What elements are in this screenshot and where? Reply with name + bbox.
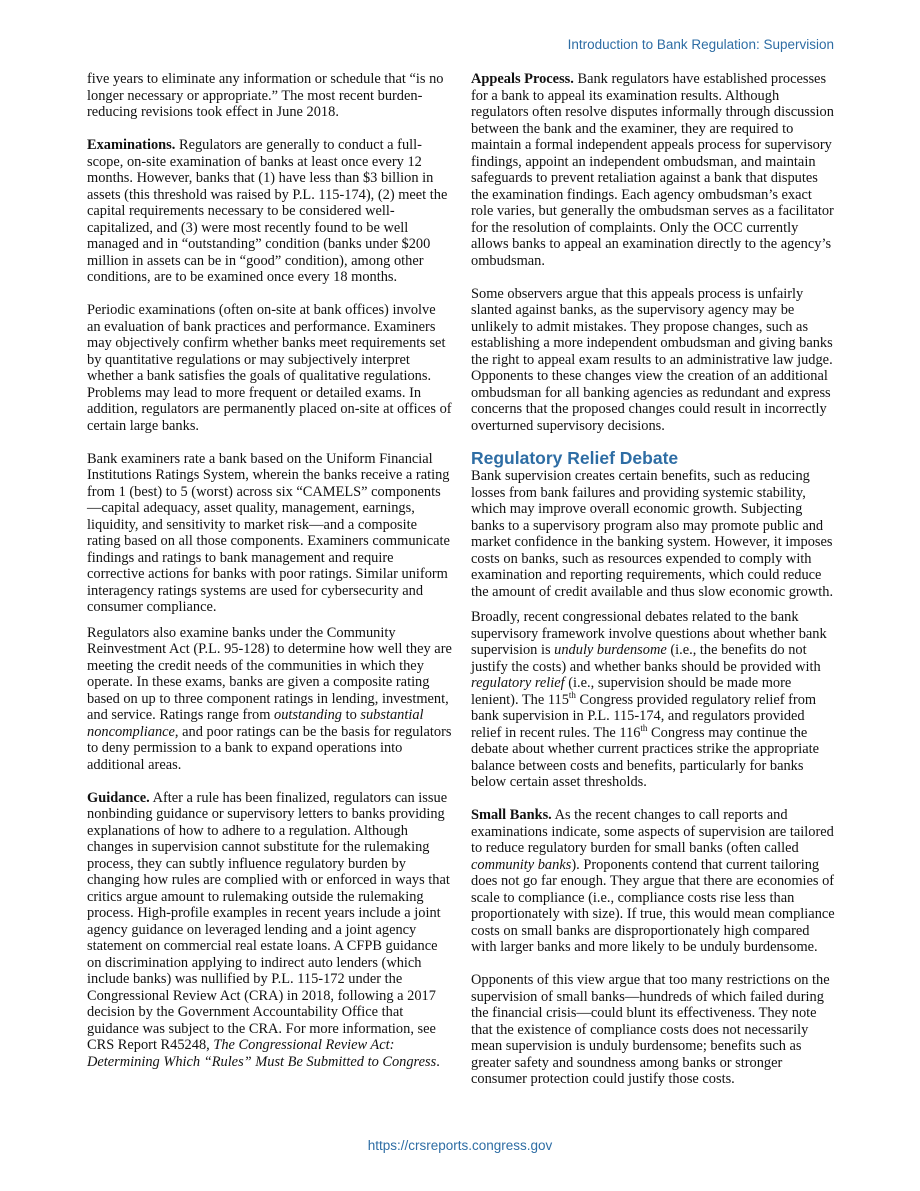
guidance-run-in-heading: Guidance. [87, 789, 150, 806]
running-header: Introduction to Bank Regulation: Supervision [567, 37, 834, 52]
paragraph-opponents: Opponents of this view argue that too many restrictions on the supervision of small banks—hundreds of which failed during the financial crisis—could blunt its effectiveness. They note that the existence of compliance costs does not necessarily mean supervision is unduly burdensome; benefits such as greater safety and soundness among banks or stronger consumer protection could justify those costs. [471, 972, 830, 1087]
broad-text-1: Broadly, recent congressional debates related to the bank supervisory framework involve questions about whether bank supervision is [471, 609, 827, 658]
paragraph-periodic-examinations: Periodic examinations (often on-site at bank offices) involve an evaluation of bank practices and performance. Examiners may objectively confirm whether banks meet requirements set by quantitative regulations or may subjectively interpret whether a bank satisfies the goals of qualitative regulations. Problems may lead to more frequent or detailed exams. In addition, regulators are permanently placed on-site at offices of certain large banks. [87, 302, 452, 434]
broad-text-5: Congress may continue the debate about whether current practices strike the appropriate balance between costs and benefits, particularly for banks below certain asset thresholds. [471, 724, 820, 790]
paragraph-small-banks [471, 807, 836, 956]
paragraph-congressional-debates [471, 609, 836, 791]
guidance-report-title: The Congressional Review Act: Determining Which “Rules” Must Be Submitted to Congress [87, 1037, 437, 1070]
paragraph-observers: Some observers argue that this appeals process is unfairly slanted against banks, as the supervisory agency may be unlikely to admit mistakes. They propose changes, such as establishing a more independent ombudsman and giving banks the right to appeal exam results to an administrative law judge. Opponents to these changes view the creation of an additional ombudsman for all banking agencies as redundant and express concerns that the proposed changes could result in incorrectly overturned supervisory decisions. [471, 285, 833, 434]
cra-italic-outstanding: outstanding [274, 707, 342, 723]
paragraph-appeals-process [471, 71, 836, 269]
paragraph-supervision-benefits: Bank supervision creates certain benefits, such as reducing losses from bank failures and providing systemic stability, which may improve overall economic growth. Subjecting banks to a supervisory program also may promote public and market confidence in the banking system. However, it imposes costs on banks, such as resources expended to comply with examination and reporting requirements, which could reduce the amount of credit available and thus slow economic growth. [471, 468, 834, 600]
small-banks-run-in-heading: Small Banks. [471, 807, 552, 823]
ordinal-superscript: th [568, 689, 576, 700]
guidance-text: After a rule has been finalized, regulators can issue nonbinding guidance or supervisory letters to banks providing explanations of how to adhere to a regulation. Although changes in supervision cannot substitute for the rulemaking process, they can subtly influence regulatory burden by changing how rules are complied with or enforced in ways that critics argue amount to rulemaking outside the rulemaking process. High-profile examples in recent years include a joint agency guidance on leveraged lending and a joint agency statement on commercial real estate loans. A CFPB guidance on discrimination applying to indirect auto lenders (which include banks) was nullified by P.L. 115-172 under the Congressional Review Act (CRA) in 2018, following a 2017 decision by the Government Accountability Office that guidance was subject to the CRA. For more information, see CRS Report R45248, [87, 789, 450, 1053]
broad-italic-unduly: unduly burdensome [554, 642, 667, 658]
left-column [87, 71, 452, 1070]
paragraph-community-reinvestment [87, 625, 452, 774]
broad-text-4: Congress provided regulatory relief from bank supervision in P.L. 115-174, and regulators provided relief in recent rules. The 116 [471, 691, 817, 741]
appeals-text: Bank regulators have established processes for a bank to appeal its examination results. Although regulators often resolve disputes informally through discussion between the bank and the examiner, they are required to maintain a formal independent appeals process for supervisory findings, appoint an independent ombudsman, and maintain safeguards to prevent retaliation against a bank that disputes the examination findings. Each agency ombudsman’s exact role varies, but generally the ombudsman serves as a facilitator for the resolution of complaints. Only the OCC currently allows banks to appeal an examination directly to the agency’s ombudsman. [471, 71, 834, 269]
broad-text-2: (i.e., the benefits do not justify the costs) and whether banks should be provided with [471, 642, 821, 675]
right-column [471, 71, 836, 1088]
ordinal-superscript: th [640, 722, 648, 733]
cra-text-2: to [341, 707, 361, 723]
paragraph-examinations [87, 137, 452, 286]
cra-text-3: , and poor ratings can be the basis for regulators to deny permission to a bank to expand operations into additional areas. [87, 723, 452, 773]
section-heading-regulatory-relief: Regulatory Relief Debate [471, 448, 679, 468]
paragraph-eliminate-info: five years to eliminate any information or schedule that “is no longer necessary or appropriate.” The most recent burden-reducing revisions took effect in June 2018. [87, 71, 444, 120]
cra-italic-noncompliance: substantial noncompliance [87, 707, 424, 740]
small-italic-community: community banks [471, 856, 572, 873]
footer-url: https://crsreports.congress.gov [367, 1138, 553, 1153]
examinations-text: Regulators are generally to conduct a full-scope, on-site examination of banks at least once every 12 months. However, banks that (1) have less than $3 billion in assets (this threshold was raised by P.L. 115-174), (2) meet the capital requirements necessary to be considered well-capitalized, and (3) were most recently found to be well managed and in “outstanding” condition (banks under $200 million in assets can be in “good” condition), among other conditions, are to be examined once every 18 months. [87, 137, 448, 285]
appeals-run-in-heading: Appeals Process. [471, 71, 574, 87]
small-text-2: ). Proponents contend that current tailoring does not go far enough. They argue that there are economies of scale to compliance (i.e., compliance costs rise less than proportionately with size). If true, this would mean compliance costs on small banks are disproportionately high compared with larger banks and more likely to be unduly burdensome. [471, 856, 835, 955]
guidance-period: . [436, 1053, 440, 1070]
small-text-1: As the recent changes to call reports and examinations indicate, some aspects of supervision are tailored to reduce regulatory burden for small banks (often called [471, 807, 834, 856]
cra-text-1: Regulators also examine banks under the Community Reinvestment Act (P.L. 95-128) to determine how well they are meeting the credit needs of the communities in which they operate. In these exams, banks are given a composite rating based on up to three component ratings in lending, investment, and service. Ratings range from [87, 624, 452, 723]
paragraph-camels-ratings: Bank examiners rate a bank based on the Uniform Financial Institutions Ratings System, wherein the banks receive a rating from 1 (best) to 5 (worst) across six “CAMELS” components—capital adequacy, asset quality, management, earnings, liquidity, and sensitivity to market risk—and a composite rating based on all those components. Examiners communicate findings and ratings to bank management and require corrective actions for banks with poor ratings. Similar uniform interagency ratings systems are used for cybersecurity and consumer compliance. [87, 450, 450, 615]
broad-italic-relief: regulatory relief [471, 675, 565, 691]
paragraph-guidance [87, 790, 452, 1071]
broad-text-3: (i.e., supervision should be made more lenient). The 115 [471, 675, 792, 708]
examinations-run-in-heading: Examinations. [87, 137, 176, 153]
